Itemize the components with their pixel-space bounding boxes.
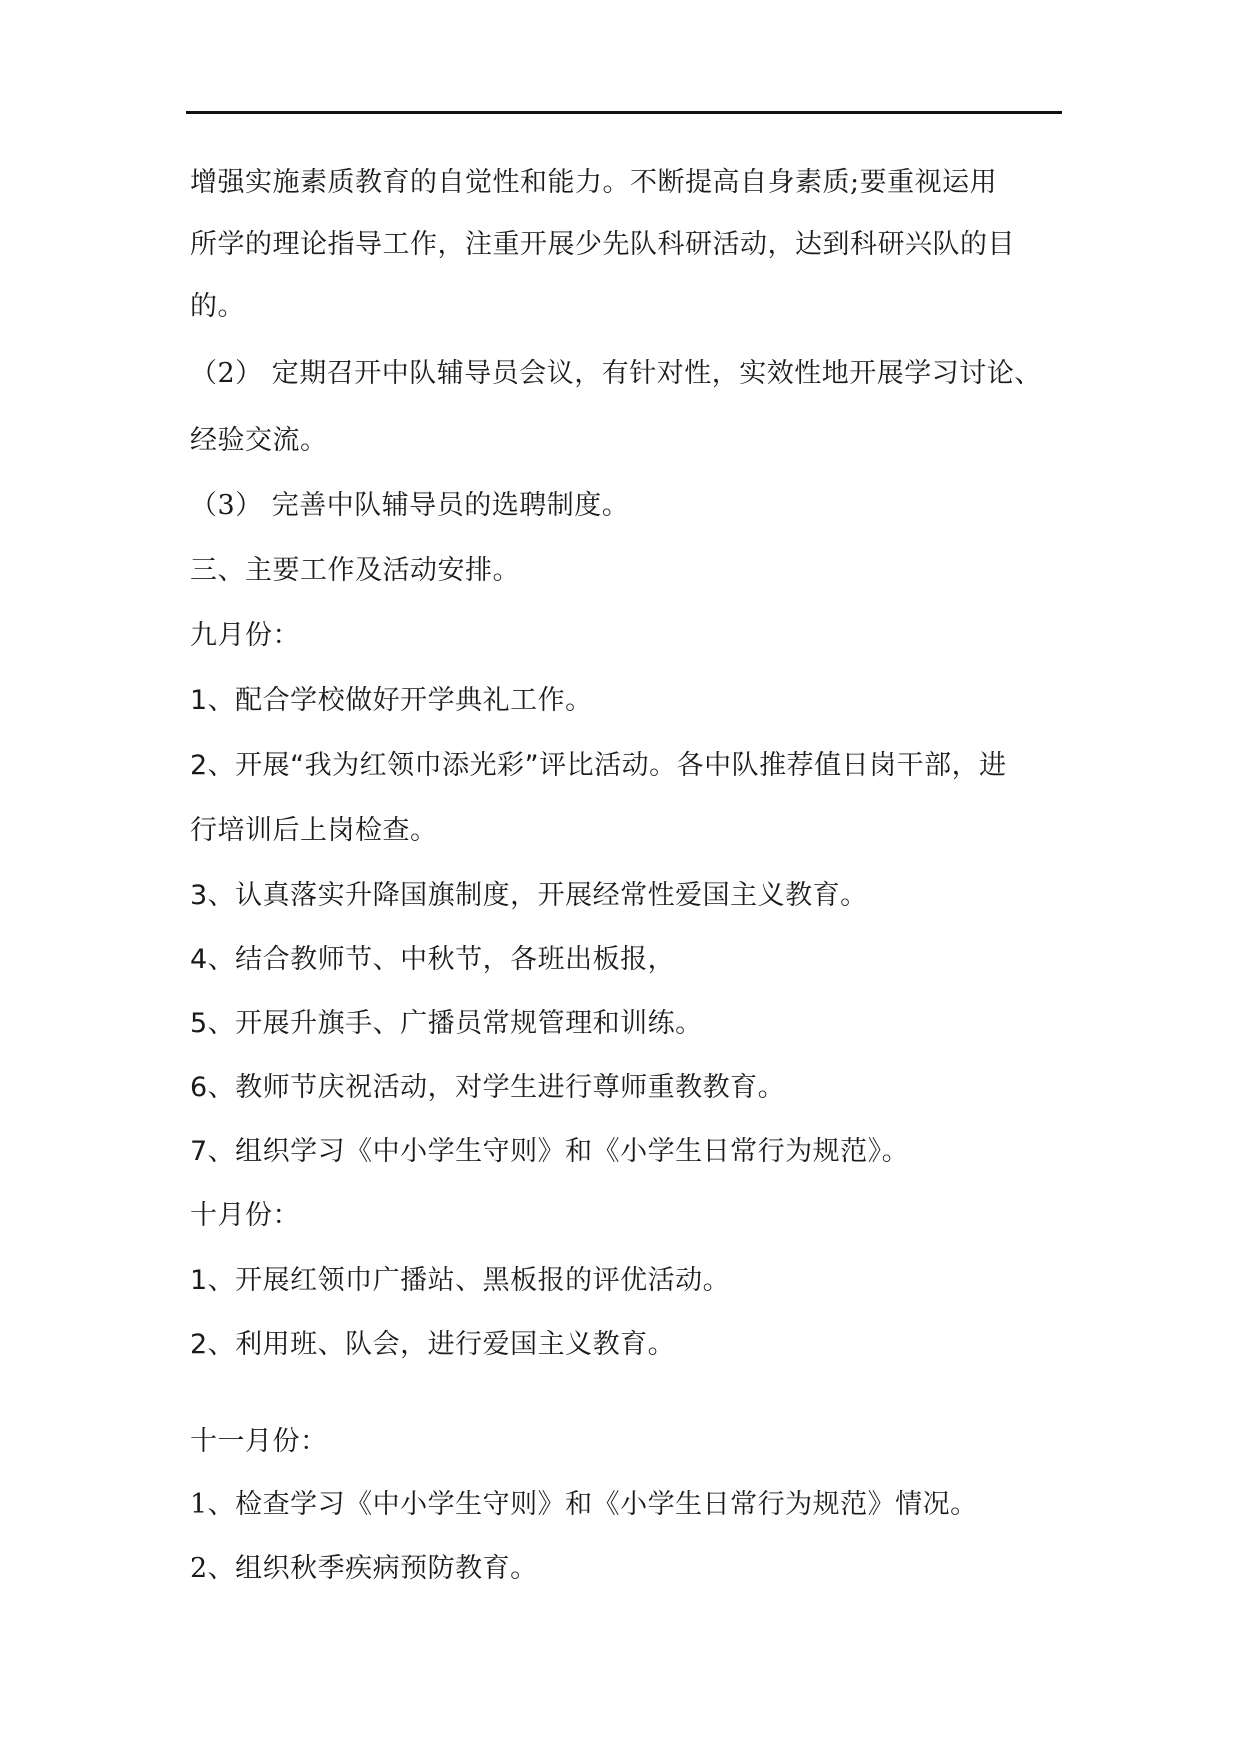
list-item: 2、开展“我为红领巾添光彩”评比活动。各中队推荐值日岗干部，进 <box>190 750 1007 781</box>
list-item: 2、利用班、队会，进行爱国主义教育。 <box>190 1329 676 1360</box>
paragraph-line: 经验交流。 <box>190 425 328 456</box>
paragraph-line: 的。 <box>190 291 245 322</box>
list-item: （3） 完善中队辅导员的选聘制度。 <box>190 490 630 521</box>
paragraph-line: 所学的理论指导工作，注重开展少先队科研活动，达到科研兴队的目 <box>190 229 1015 260</box>
paragraph-line: 增强实施素质教育的自觉性和能力。不断提高自身素质;要重视运用 <box>190 167 998 198</box>
list-item: 4、结合教师节、中秋节，各班出板报， <box>190 944 676 975</box>
list-item: 6、教师节庆祝活动，对学生进行尊师重教教育。 <box>190 1072 786 1103</box>
list-item: 5、开展升旗手、广播员常规管理和训练。 <box>190 1008 703 1039</box>
list-item: 1、开展红领巾广播站、黑板报的评优活动。 <box>190 1265 731 1296</box>
month-heading: 九月份： <box>190 620 300 651</box>
list-item: 1、配合学校做好开学典礼工作。 <box>190 685 593 716</box>
paragraph-line: 行培训后上岗检查。 <box>190 815 438 846</box>
list-item: （2） 定期召开中队辅导员会议，有针对性，实效性地开展学习讨论、 <box>190 358 1042 389</box>
list-item: 3、认真落实升降国旗制度，开展经常性爱国主义教育。 <box>190 880 868 911</box>
list-item: 2、组织秋季疾病预防教育。 <box>190 1553 538 1584</box>
month-heading: 十一月份： <box>190 1426 328 1457</box>
list-item: 1、检查学习《中小学生守则》和《小学生日常行为规范》情况。 <box>190 1489 978 1520</box>
header-rule <box>186 111 1062 114</box>
list-item: 7、组织学习《中小学生守则》和《小学生日常行为规范》。 <box>190 1136 910 1167</box>
month-heading: 十月份： <box>190 1200 300 1231</box>
section-heading: 三、主要工作及活动安排。 <box>190 555 520 586</box>
